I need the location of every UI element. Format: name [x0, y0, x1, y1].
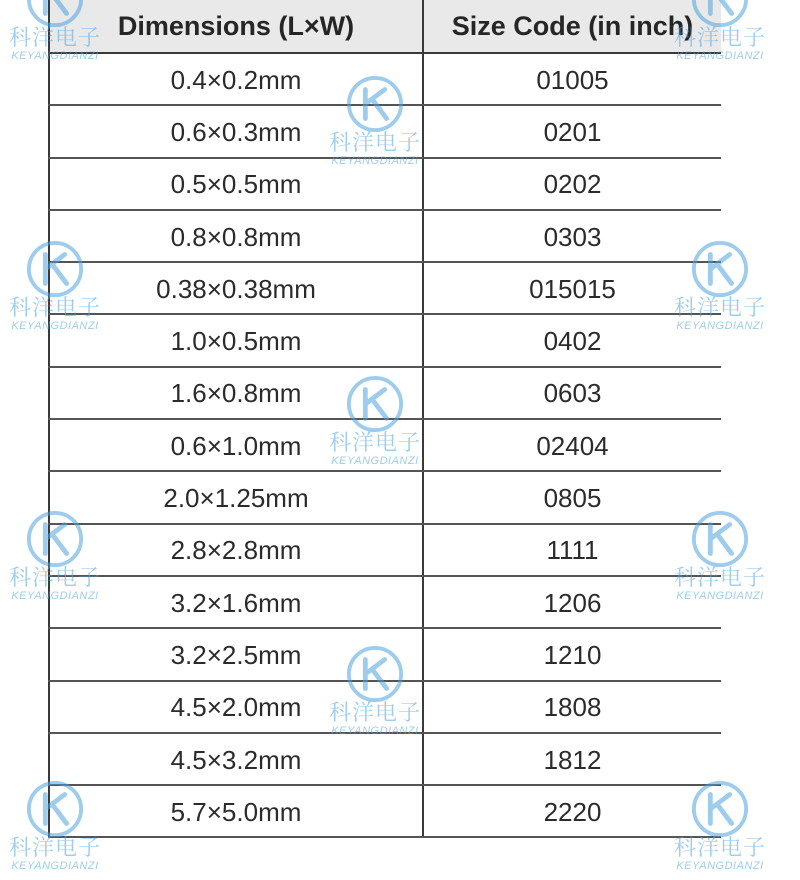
- watermark-text-cn: 科洋电子: [8, 566, 101, 591]
- size-code-cell: 0303: [423, 210, 721, 262]
- dimension-cell: 0.5×0.5mm: [49, 158, 423, 210]
- size-code-cell: 1206: [423, 576, 721, 628]
- size-code-cell: 1111: [423, 524, 721, 576]
- size-code-cell: 1210: [423, 628, 721, 680]
- table-row: [49, 419, 721, 471]
- table-row: [49, 628, 721, 680]
- table-row: [49, 210, 721, 262]
- header-size-code: Size Code (in inch): [423, 0, 721, 53]
- size-code-cell: 0402: [423, 314, 721, 366]
- dimension-cell: 1.6×0.8mm: [49, 367, 423, 419]
- table-row: [49, 262, 721, 314]
- watermark-text-en: KEYANGDIANZI: [676, 50, 764, 62]
- size-code-cell: 0603: [423, 367, 721, 419]
- dimension-cell: 0.6×1.0mm: [49, 419, 423, 471]
- dimension-cell: 0.6×0.3mm: [49, 105, 423, 157]
- watermark-text-cn: 科洋电子: [673, 566, 766, 591]
- watermark-text-en: KEYANGDIANZI: [11, 860, 99, 872]
- dimension-cell: 1.0×0.5mm: [49, 314, 423, 366]
- dimension-cell: 0.4×0.2mm: [49, 53, 423, 105]
- watermark-text-cn: 科洋电子: [673, 296, 766, 321]
- size-code-cell: 2220: [423, 785, 721, 837]
- size-code-table: [48, 0, 721, 838]
- dimension-cell: 5.7×5.0mm: [49, 785, 423, 837]
- watermark-text-cn: 科洋电子: [673, 836, 766, 861]
- dimension-cell: 3.2×2.5mm: [49, 628, 423, 680]
- size-code-table-container: [48, 0, 720, 827]
- watermark-text-cn: 科洋电子: [673, 26, 766, 51]
- header-row: [49, 0, 721, 53]
- dimension-cell: 0.38×0.38mm: [49, 262, 423, 314]
- table-row: [49, 681, 721, 733]
- size-code-cell: 1808: [423, 681, 721, 733]
- table-row: [49, 576, 721, 628]
- dimension-cell: 0.8×0.8mm: [49, 210, 423, 262]
- size-code-cell: 02404: [423, 419, 721, 471]
- size-code-cell: 0201: [423, 105, 721, 157]
- watermark-text-en: KEYANGDIANZI: [676, 860, 764, 872]
- size-code-cell: 01005: [423, 53, 721, 105]
- dimension-cell: 2.8×2.8mm: [49, 524, 423, 576]
- table-row: [49, 471, 721, 523]
- watermark-text-en: KEYANGDIANZI: [11, 320, 99, 332]
- watermark-text-en: KEYANGDIANZI: [331, 155, 419, 167]
- table-row: [49, 785, 721, 837]
- watermark-text-en: KEYANGDIANZI: [676, 590, 764, 602]
- table-row: [49, 733, 721, 785]
- watermark-text-cn: 科洋电子: [328, 131, 421, 156]
- dimension-cell: 4.5×3.2mm: [49, 733, 423, 785]
- watermark-text-en: KEYANGDIANZI: [676, 320, 764, 332]
- size-code-cell: 0202: [423, 158, 721, 210]
- watermark-text-en: KEYANGDIANZI: [331, 455, 419, 467]
- table-row: [49, 367, 721, 419]
- watermark-text-en: KEYANGDIANZI: [11, 50, 99, 62]
- dimension-cell: 4.5×2.0mm: [49, 681, 423, 733]
- watermark-text-cn: 科洋电子: [328, 431, 421, 456]
- table-row: [49, 158, 721, 210]
- watermark-text-en: KEYANGDIANZI: [11, 590, 99, 602]
- table-row: [49, 105, 721, 157]
- watermark-text-cn: 科洋电子: [8, 836, 101, 861]
- header-dimensions: Dimensions (L×W): [49, 0, 423, 53]
- dimension-cell: 2.0×1.25mm: [49, 471, 423, 523]
- watermark-text-cn: 科洋电子: [328, 701, 421, 726]
- size-code-cell: 0805: [423, 471, 721, 523]
- watermark-text-cn: 科洋电子: [8, 26, 101, 51]
- size-code-cell: 015015: [423, 262, 721, 314]
- table-row: [49, 524, 721, 576]
- table-row: [49, 314, 721, 366]
- dimension-cell: 3.2×1.6mm: [49, 576, 423, 628]
- watermark-text-cn: 科洋电子: [8, 296, 101, 321]
- watermark-text-en: KEYANGDIANZI: [331, 725, 419, 737]
- table-row: [49, 53, 721, 105]
- size-code-cell: 1812: [423, 733, 721, 785]
